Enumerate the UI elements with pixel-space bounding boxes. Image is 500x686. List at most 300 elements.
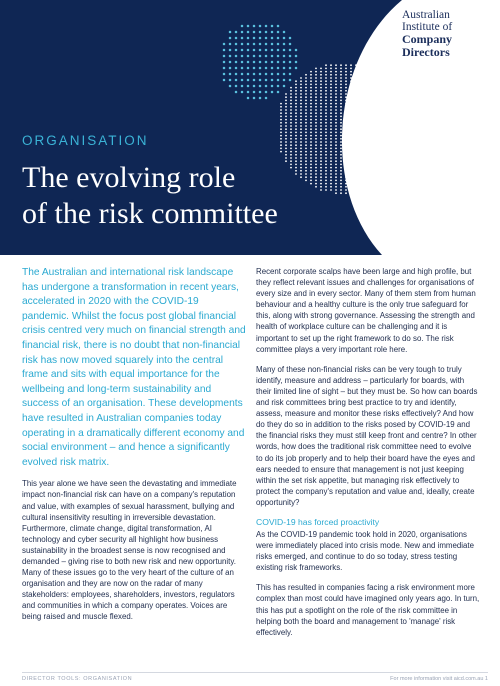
dot-stripe-circle bbox=[320, 132, 322, 134]
dot-stripe-circle bbox=[310, 96, 312, 98]
dot-stripe-circle bbox=[290, 138, 292, 140]
dot-stripe-circle bbox=[375, 128, 377, 130]
dot-stripe-circle bbox=[325, 68, 327, 70]
dot-stripe-circle bbox=[345, 125, 347, 127]
dot-stripe-circle bbox=[320, 116, 322, 118]
dot-pattern-circle bbox=[241, 61, 244, 64]
dot-stripe-circle bbox=[325, 116, 327, 118]
dot-stripe-circle bbox=[335, 77, 337, 79]
dot-stripe-circle bbox=[320, 106, 322, 108]
dot-stripe-circle bbox=[335, 106, 337, 108]
dot-stripe-circle bbox=[360, 64, 362, 66]
dot-stripe-circle bbox=[290, 132, 292, 134]
dot-stripe-circle bbox=[370, 180, 372, 182]
dot-pattern-circle bbox=[265, 43, 268, 46]
dot-stripe-circle bbox=[325, 170, 327, 172]
dot-stripe-circle bbox=[350, 192, 352, 194]
dot-stripe-circle bbox=[310, 106, 312, 108]
dot-stripe-circle bbox=[345, 119, 347, 121]
dot-stripe-circle bbox=[345, 112, 347, 114]
dot-stripe-circle bbox=[330, 103, 332, 105]
dot-stripe-circle bbox=[325, 77, 327, 79]
dot-pattern-circle bbox=[229, 55, 232, 58]
dot-stripe-circle bbox=[305, 103, 307, 105]
aicd-logo bbox=[402, 9, 486, 59]
dot-pattern-circle bbox=[241, 37, 244, 40]
dot-stripe-circle bbox=[370, 135, 372, 137]
dot-stripe-circle bbox=[320, 148, 322, 150]
dot-stripe-circle bbox=[305, 109, 307, 111]
dot-stripe-circle bbox=[290, 109, 292, 111]
dot-pattern-circle bbox=[289, 61, 292, 64]
dot-stripe-circle bbox=[340, 148, 342, 150]
dot-stripe-circle bbox=[340, 71, 342, 73]
dot-stripe-circle bbox=[355, 106, 357, 108]
dot-stripe-circle bbox=[295, 157, 297, 159]
dot-stripe-circle bbox=[310, 80, 312, 82]
dot-stripe-circle bbox=[365, 90, 367, 92]
dot-stripe-circle bbox=[305, 154, 307, 156]
dot-stripe-circle bbox=[325, 112, 327, 114]
dot-stripe-circle bbox=[290, 103, 292, 105]
dot-stripe-circle bbox=[285, 148, 287, 150]
dot-stripe-circle bbox=[360, 116, 362, 118]
dot-stripe-circle bbox=[370, 106, 372, 108]
dot-stripe-circle bbox=[340, 180, 342, 182]
dot-stripe-circle bbox=[350, 71, 352, 73]
dot-stripe-circle bbox=[360, 90, 362, 92]
dot-stripe-circle bbox=[330, 154, 332, 156]
dot-stripe-circle bbox=[370, 125, 372, 127]
dot-stripe-circle bbox=[345, 170, 347, 172]
dot-stripe-circle bbox=[320, 74, 322, 76]
dot-stripe-circle bbox=[355, 154, 357, 156]
dot-stripe-circle bbox=[340, 170, 342, 172]
dot-stripe-circle bbox=[305, 84, 307, 86]
dot-pattern-circle bbox=[283, 55, 286, 58]
dot-stripe-circle bbox=[345, 164, 347, 166]
dot-pattern-circle bbox=[259, 91, 262, 94]
dot-stripe-circle bbox=[360, 183, 362, 185]
dot-stripe-circle bbox=[325, 74, 327, 76]
dot-stripe-circle bbox=[365, 160, 367, 162]
dot-stripe-circle bbox=[345, 132, 347, 134]
dot-stripe-circle bbox=[370, 90, 372, 92]
dot-stripe-circle bbox=[345, 74, 347, 76]
dot-stripe-circle bbox=[355, 176, 357, 178]
dot-stripe-circle bbox=[320, 157, 322, 159]
dot-pattern-circle bbox=[229, 73, 232, 76]
dot-pattern-circle bbox=[253, 61, 256, 64]
dot-pattern-circle bbox=[247, 85, 250, 88]
dot-stripe-circle bbox=[325, 141, 327, 143]
dot-stripe-circle bbox=[290, 128, 292, 130]
dot-pattern-circle bbox=[283, 73, 286, 76]
dot-stripe-circle bbox=[365, 87, 367, 89]
dot-stripe-circle bbox=[355, 68, 357, 70]
dot-stripe-circle bbox=[335, 173, 337, 175]
dot-pattern-circle bbox=[253, 31, 256, 34]
dot-stripe-circle bbox=[335, 167, 337, 169]
dot-stripe-circle bbox=[290, 93, 292, 95]
dot-stripe-circle bbox=[340, 154, 342, 156]
dot-stripe-circle bbox=[345, 71, 347, 73]
dot-stripe-circle bbox=[365, 180, 367, 182]
dot-stripe-circle bbox=[330, 96, 332, 98]
dot-stripe-circle bbox=[350, 96, 352, 98]
dot-stripe-circle bbox=[305, 106, 307, 108]
dot-stripe-circle bbox=[345, 77, 347, 79]
dot-stripe-circle bbox=[330, 77, 332, 79]
dot-stripe-circle bbox=[280, 148, 282, 150]
dot-stripe-circle bbox=[335, 74, 337, 76]
dot-stripe-circle bbox=[335, 157, 337, 159]
dot-stripe-circle bbox=[370, 173, 372, 175]
dot-stripe-circle bbox=[285, 144, 287, 146]
dot-stripe-circle bbox=[360, 148, 362, 150]
dot-pattern-circle bbox=[247, 73, 250, 76]
dot-stripe-circle bbox=[300, 157, 302, 159]
dot-stripe-circle bbox=[300, 90, 302, 92]
dot-stripe-circle bbox=[305, 151, 307, 153]
dot-stripe-circle bbox=[320, 135, 322, 137]
dot-stripe-circle bbox=[345, 68, 347, 70]
dot-stripe-circle bbox=[300, 138, 302, 140]
dot-stripe-circle bbox=[330, 122, 332, 124]
dot-stripe-circle bbox=[350, 138, 352, 140]
dot-pattern-circle bbox=[235, 37, 238, 40]
dot-stripe-circle bbox=[355, 84, 357, 86]
dot-pattern-circle bbox=[253, 25, 256, 28]
dot-stripe-circle bbox=[335, 103, 337, 105]
page-title-line-2: of the risk committee bbox=[22, 197, 278, 230]
dot-stripe-circle bbox=[365, 119, 367, 121]
dot-stripe-circle bbox=[360, 186, 362, 188]
dot-pattern-circle bbox=[253, 43, 256, 46]
dot-stripe-circle bbox=[360, 71, 362, 73]
dot-stripe-circle bbox=[345, 176, 347, 178]
dot-stripe-circle bbox=[330, 157, 332, 159]
dot-stripe-circle bbox=[320, 103, 322, 105]
dot-stripe-circle bbox=[335, 138, 337, 140]
dot-stripe-circle bbox=[360, 141, 362, 143]
dot-stripe-circle bbox=[375, 84, 377, 86]
dot-stripe-circle bbox=[340, 90, 342, 92]
dot-stripe-circle bbox=[340, 77, 342, 79]
dot-stripe-circle bbox=[305, 100, 307, 102]
dot-stripe-circle bbox=[330, 64, 332, 66]
dot-stripe-circle bbox=[310, 77, 312, 79]
dot-stripe-circle bbox=[355, 183, 357, 185]
dot-stripe-circle bbox=[300, 109, 302, 111]
dot-stripe-circle bbox=[365, 93, 367, 95]
dot-stripe-circle bbox=[310, 87, 312, 89]
dot-stripe-circle bbox=[365, 138, 367, 140]
dot-stripe-circle bbox=[365, 80, 367, 82]
dot-stripe-circle bbox=[315, 157, 317, 159]
dot-stripe-circle bbox=[330, 148, 332, 150]
dot-stripe-circle bbox=[340, 125, 342, 127]
dot-stripe-circle bbox=[325, 148, 327, 150]
dot-stripe-circle bbox=[365, 170, 367, 172]
dot-stripe-circle bbox=[350, 157, 352, 159]
dot-pattern-circle bbox=[283, 37, 286, 40]
dot-stripe-circle bbox=[320, 100, 322, 102]
dot-stripe-circle bbox=[330, 141, 332, 143]
dot-stripe-circle bbox=[365, 96, 367, 98]
dot-stripe-circle bbox=[365, 144, 367, 146]
dot-pattern-circle bbox=[235, 73, 238, 76]
dot-stripe-circle bbox=[295, 141, 297, 143]
dot-stripe-circle bbox=[375, 93, 377, 95]
dot-stripe-circle bbox=[365, 151, 367, 153]
footer-more-info: For more information visit aicd.com.au 1 bbox=[390, 676, 488, 682]
dot-stripe-circle bbox=[370, 119, 372, 121]
dot-stripe-circle bbox=[335, 189, 337, 191]
dot-pattern-circle bbox=[277, 55, 280, 58]
dot-stripe-circle bbox=[305, 112, 307, 114]
dot-stripe-circle bbox=[305, 157, 307, 159]
dot-pattern-circle bbox=[241, 73, 244, 76]
dot-stripe-circle bbox=[335, 176, 337, 178]
dot-stripe-circle bbox=[315, 116, 317, 118]
dot-stripe-circle bbox=[375, 160, 377, 162]
dot-stripe-circle bbox=[330, 132, 332, 134]
dot-stripe-circle bbox=[285, 135, 287, 137]
dot-stripe-circle bbox=[375, 132, 377, 134]
dot-stripe-circle bbox=[285, 151, 287, 153]
dot-stripe-circle bbox=[315, 106, 317, 108]
dot-pattern-circle bbox=[259, 85, 262, 88]
dot-pattern-circle bbox=[265, 31, 268, 34]
dot-stripe-circle bbox=[360, 87, 362, 89]
dot-stripe-circle bbox=[335, 112, 337, 114]
dot-stripe-circle bbox=[370, 116, 372, 118]
dot-stripe-circle bbox=[345, 122, 347, 124]
dot-stripe-circle bbox=[340, 100, 342, 102]
dot-stripe-circle bbox=[345, 192, 347, 194]
dot-stripe-circle bbox=[360, 125, 362, 127]
dot-stripe-circle bbox=[315, 128, 317, 130]
dot-stripe-circle bbox=[340, 186, 342, 188]
dot-pattern-circle bbox=[259, 79, 262, 82]
dot-pattern-circle bbox=[247, 79, 250, 82]
dot-stripe-circle bbox=[325, 93, 327, 95]
dot-stripe-circle bbox=[345, 167, 347, 169]
dot-pattern-circle bbox=[241, 49, 244, 52]
dot-stripe-circle bbox=[340, 96, 342, 98]
dot-stripe-circle bbox=[360, 122, 362, 124]
dot-pattern-circle bbox=[247, 43, 250, 46]
dot-stripe-circle bbox=[355, 164, 357, 166]
dot-stripe-circle bbox=[290, 141, 292, 143]
dot-stripe-circle bbox=[375, 176, 377, 178]
dot-stripe-circle bbox=[335, 135, 337, 137]
dot-stripe-circle bbox=[325, 176, 327, 178]
dot-pattern-circle bbox=[277, 67, 280, 70]
dot-stripe-circle bbox=[325, 135, 327, 137]
dot-stripe-circle bbox=[290, 96, 292, 98]
dot-pattern-circle bbox=[259, 49, 262, 52]
dot-stripe-circle bbox=[350, 186, 352, 188]
dot-stripe-circle bbox=[350, 164, 352, 166]
dot-stripe-circle bbox=[350, 154, 352, 156]
dot-stripe-circle bbox=[295, 151, 297, 153]
left-column bbox=[22, 266, 248, 632]
dot-stripe-circle bbox=[360, 189, 362, 191]
dot-stripe-circle bbox=[340, 80, 342, 82]
dot-stripe-circle bbox=[280, 125, 282, 127]
dot-pattern-circle bbox=[265, 67, 268, 70]
dot-stripe-circle bbox=[325, 100, 327, 102]
dot-stripe-circle bbox=[335, 109, 337, 111]
dot-stripe-circle bbox=[365, 74, 367, 76]
dot-stripe-circle bbox=[375, 119, 377, 121]
dot-pattern-circle bbox=[265, 85, 268, 88]
dot-stripe-circle bbox=[290, 116, 292, 118]
dot-stripe-circle bbox=[290, 157, 292, 159]
dot-pattern-circle bbox=[271, 31, 274, 34]
dot-pattern-circle bbox=[277, 25, 280, 28]
dot-stripe-circle bbox=[365, 68, 367, 70]
dot-stripe-circle bbox=[300, 128, 302, 130]
dot-stripe-circle bbox=[285, 141, 287, 143]
dot-stripe-circle bbox=[340, 189, 342, 191]
dot-stripe-circle bbox=[355, 144, 357, 146]
dot-stripe-circle bbox=[375, 135, 377, 137]
dot-stripe-circle bbox=[330, 138, 332, 140]
dot-pattern-circle bbox=[283, 31, 286, 34]
dot-stripe-circle bbox=[315, 122, 317, 124]
dot-stripe-circle bbox=[335, 192, 337, 194]
dot-stripe-circle bbox=[310, 154, 312, 156]
dot-stripe-circle bbox=[365, 164, 367, 166]
dot-stripe-circle bbox=[370, 164, 372, 166]
dot-stripe-circle bbox=[370, 100, 372, 102]
dot-stripe-circle bbox=[330, 170, 332, 172]
dot-stripe-circle bbox=[315, 144, 317, 146]
dot-stripe-circle bbox=[330, 144, 332, 146]
dot-stripe-circle bbox=[325, 87, 327, 89]
body-paragraph: This has resulted in companies facing a risk environment more complex than most could have imagined only years ago. In turn, this has put a spotlight on the role of the risk committee in helping both the board and management to 'manage' risk effectively. bbox=[256, 583, 480, 637]
dot-stripe-circle bbox=[305, 144, 307, 146]
dot-pattern-circle bbox=[253, 67, 256, 70]
footer-section-label: DIRECTOR TOOLS: ORGANISATION bbox=[22, 676, 133, 682]
dot-stripe-circle bbox=[300, 100, 302, 102]
dot-stripe-circle bbox=[375, 167, 377, 169]
dot-pattern-circle bbox=[295, 49, 298, 52]
dot-stripe-circle bbox=[290, 112, 292, 114]
dot-stripe-circle bbox=[350, 77, 352, 79]
dot-stripe-circle bbox=[310, 93, 312, 95]
dot-stripe-circle bbox=[305, 122, 307, 124]
dot-stripe-circle bbox=[365, 173, 367, 175]
dot-stripe-circle bbox=[330, 173, 332, 175]
dot-stripe-circle bbox=[340, 128, 342, 130]
dot-stripe-circle bbox=[310, 135, 312, 137]
dot-stripe-circle bbox=[290, 122, 292, 124]
dot-stripe-circle bbox=[325, 128, 327, 130]
dot-stripe-circle bbox=[350, 90, 352, 92]
dot-stripe-circle bbox=[320, 77, 322, 79]
dot-stripe-circle bbox=[350, 80, 352, 82]
dot-stripe-circle bbox=[300, 106, 302, 108]
dot-pattern-circle bbox=[289, 43, 292, 46]
dot-stripe-circle bbox=[355, 71, 357, 73]
dot-stripe-circle bbox=[305, 74, 307, 76]
dot-stripe-circle bbox=[345, 160, 347, 162]
dot-stripe-circle bbox=[330, 119, 332, 121]
dot-stripe-circle bbox=[340, 112, 342, 114]
dot-stripe-circle bbox=[345, 138, 347, 140]
body-paragraph: This year alone we have seen the devastating and immediate impact non-financial risk can have on a company's reputation and value, with examples of sexual harassment, bullying and cultural insensitivity resulting in irreversible devastation. Furthermore, climate change, digital transformation, AI technology and cyber security all highlight how business sustainability in the broadest sense is now recognised and demanded – giving rise to both new risk and new opportunity. Many of these issues go to the very heart of the culture of an organisation and they are now on the radar of many stakeholders: employees, shareholders, investors, regulators and communities in which a company operates. Voices are being raised and muscle flexed. bbox=[22, 479, 237, 622]
dot-stripe-circle bbox=[330, 109, 332, 111]
dot-stripe-circle bbox=[350, 64, 352, 66]
dot-pattern-circle bbox=[241, 55, 244, 58]
dot-stripe-circle bbox=[375, 90, 377, 92]
dot-stripe-circle bbox=[345, 100, 347, 102]
dot-pattern-circle bbox=[289, 55, 292, 58]
dot-stripe-circle bbox=[280, 144, 282, 146]
dot-stripe-circle bbox=[345, 186, 347, 188]
dot-stripe-circle bbox=[355, 173, 357, 175]
dot-stripe-circle bbox=[285, 119, 287, 121]
dot-stripe-circle bbox=[345, 93, 347, 95]
dot-stripe-circle bbox=[360, 151, 362, 153]
dot-stripe-circle bbox=[310, 151, 312, 153]
dot-stripe-circle bbox=[325, 186, 327, 188]
dot-stripe-circle bbox=[375, 77, 377, 79]
dot-stripe-circle bbox=[320, 112, 322, 114]
dot-stripe-circle bbox=[340, 151, 342, 153]
dot-stripe-circle bbox=[370, 112, 372, 114]
dot-stripe-circle bbox=[375, 170, 377, 172]
dot-stripe-circle bbox=[320, 90, 322, 92]
dot-stripe-circle bbox=[315, 103, 317, 105]
dot-pattern-circle bbox=[229, 79, 232, 82]
dot-stripe-circle bbox=[325, 180, 327, 182]
dot-stripe-circle bbox=[375, 109, 377, 111]
dot-stripe-circle bbox=[365, 109, 367, 111]
dot-pattern-circle bbox=[265, 55, 268, 58]
dot-stripe-circle bbox=[285, 106, 287, 108]
dot-pattern-circle bbox=[295, 67, 298, 70]
dot-stripe-circle bbox=[325, 103, 327, 105]
dot-stripe-circle bbox=[325, 144, 327, 146]
dot-stripe-circle bbox=[360, 154, 362, 156]
dot-pattern-circle bbox=[271, 85, 274, 88]
dot-stripe-circle bbox=[345, 80, 347, 82]
dot-stripe-circle bbox=[280, 132, 282, 134]
dot-stripe-circle bbox=[350, 74, 352, 76]
dot-stripe-circle bbox=[350, 148, 352, 150]
dot-stripe-circle bbox=[330, 176, 332, 178]
dot-pattern-circle bbox=[247, 37, 250, 40]
dot-stripe-circle bbox=[325, 157, 327, 159]
dot-pattern-circle bbox=[265, 91, 268, 94]
dot-stripe-circle bbox=[320, 119, 322, 121]
dot-stripe-circle bbox=[325, 109, 327, 111]
dot-stripe-circle bbox=[365, 122, 367, 124]
dot-stripe-circle bbox=[290, 100, 292, 102]
dot-stripe-circle bbox=[335, 180, 337, 182]
dot-pattern-circle bbox=[259, 37, 262, 40]
dot-stripe-circle bbox=[355, 93, 357, 95]
dot-stripe-circle bbox=[340, 64, 342, 66]
dot-stripe-circle bbox=[330, 84, 332, 86]
dot-stripe-circle bbox=[345, 87, 347, 89]
dot-stripe-circle bbox=[315, 87, 317, 89]
